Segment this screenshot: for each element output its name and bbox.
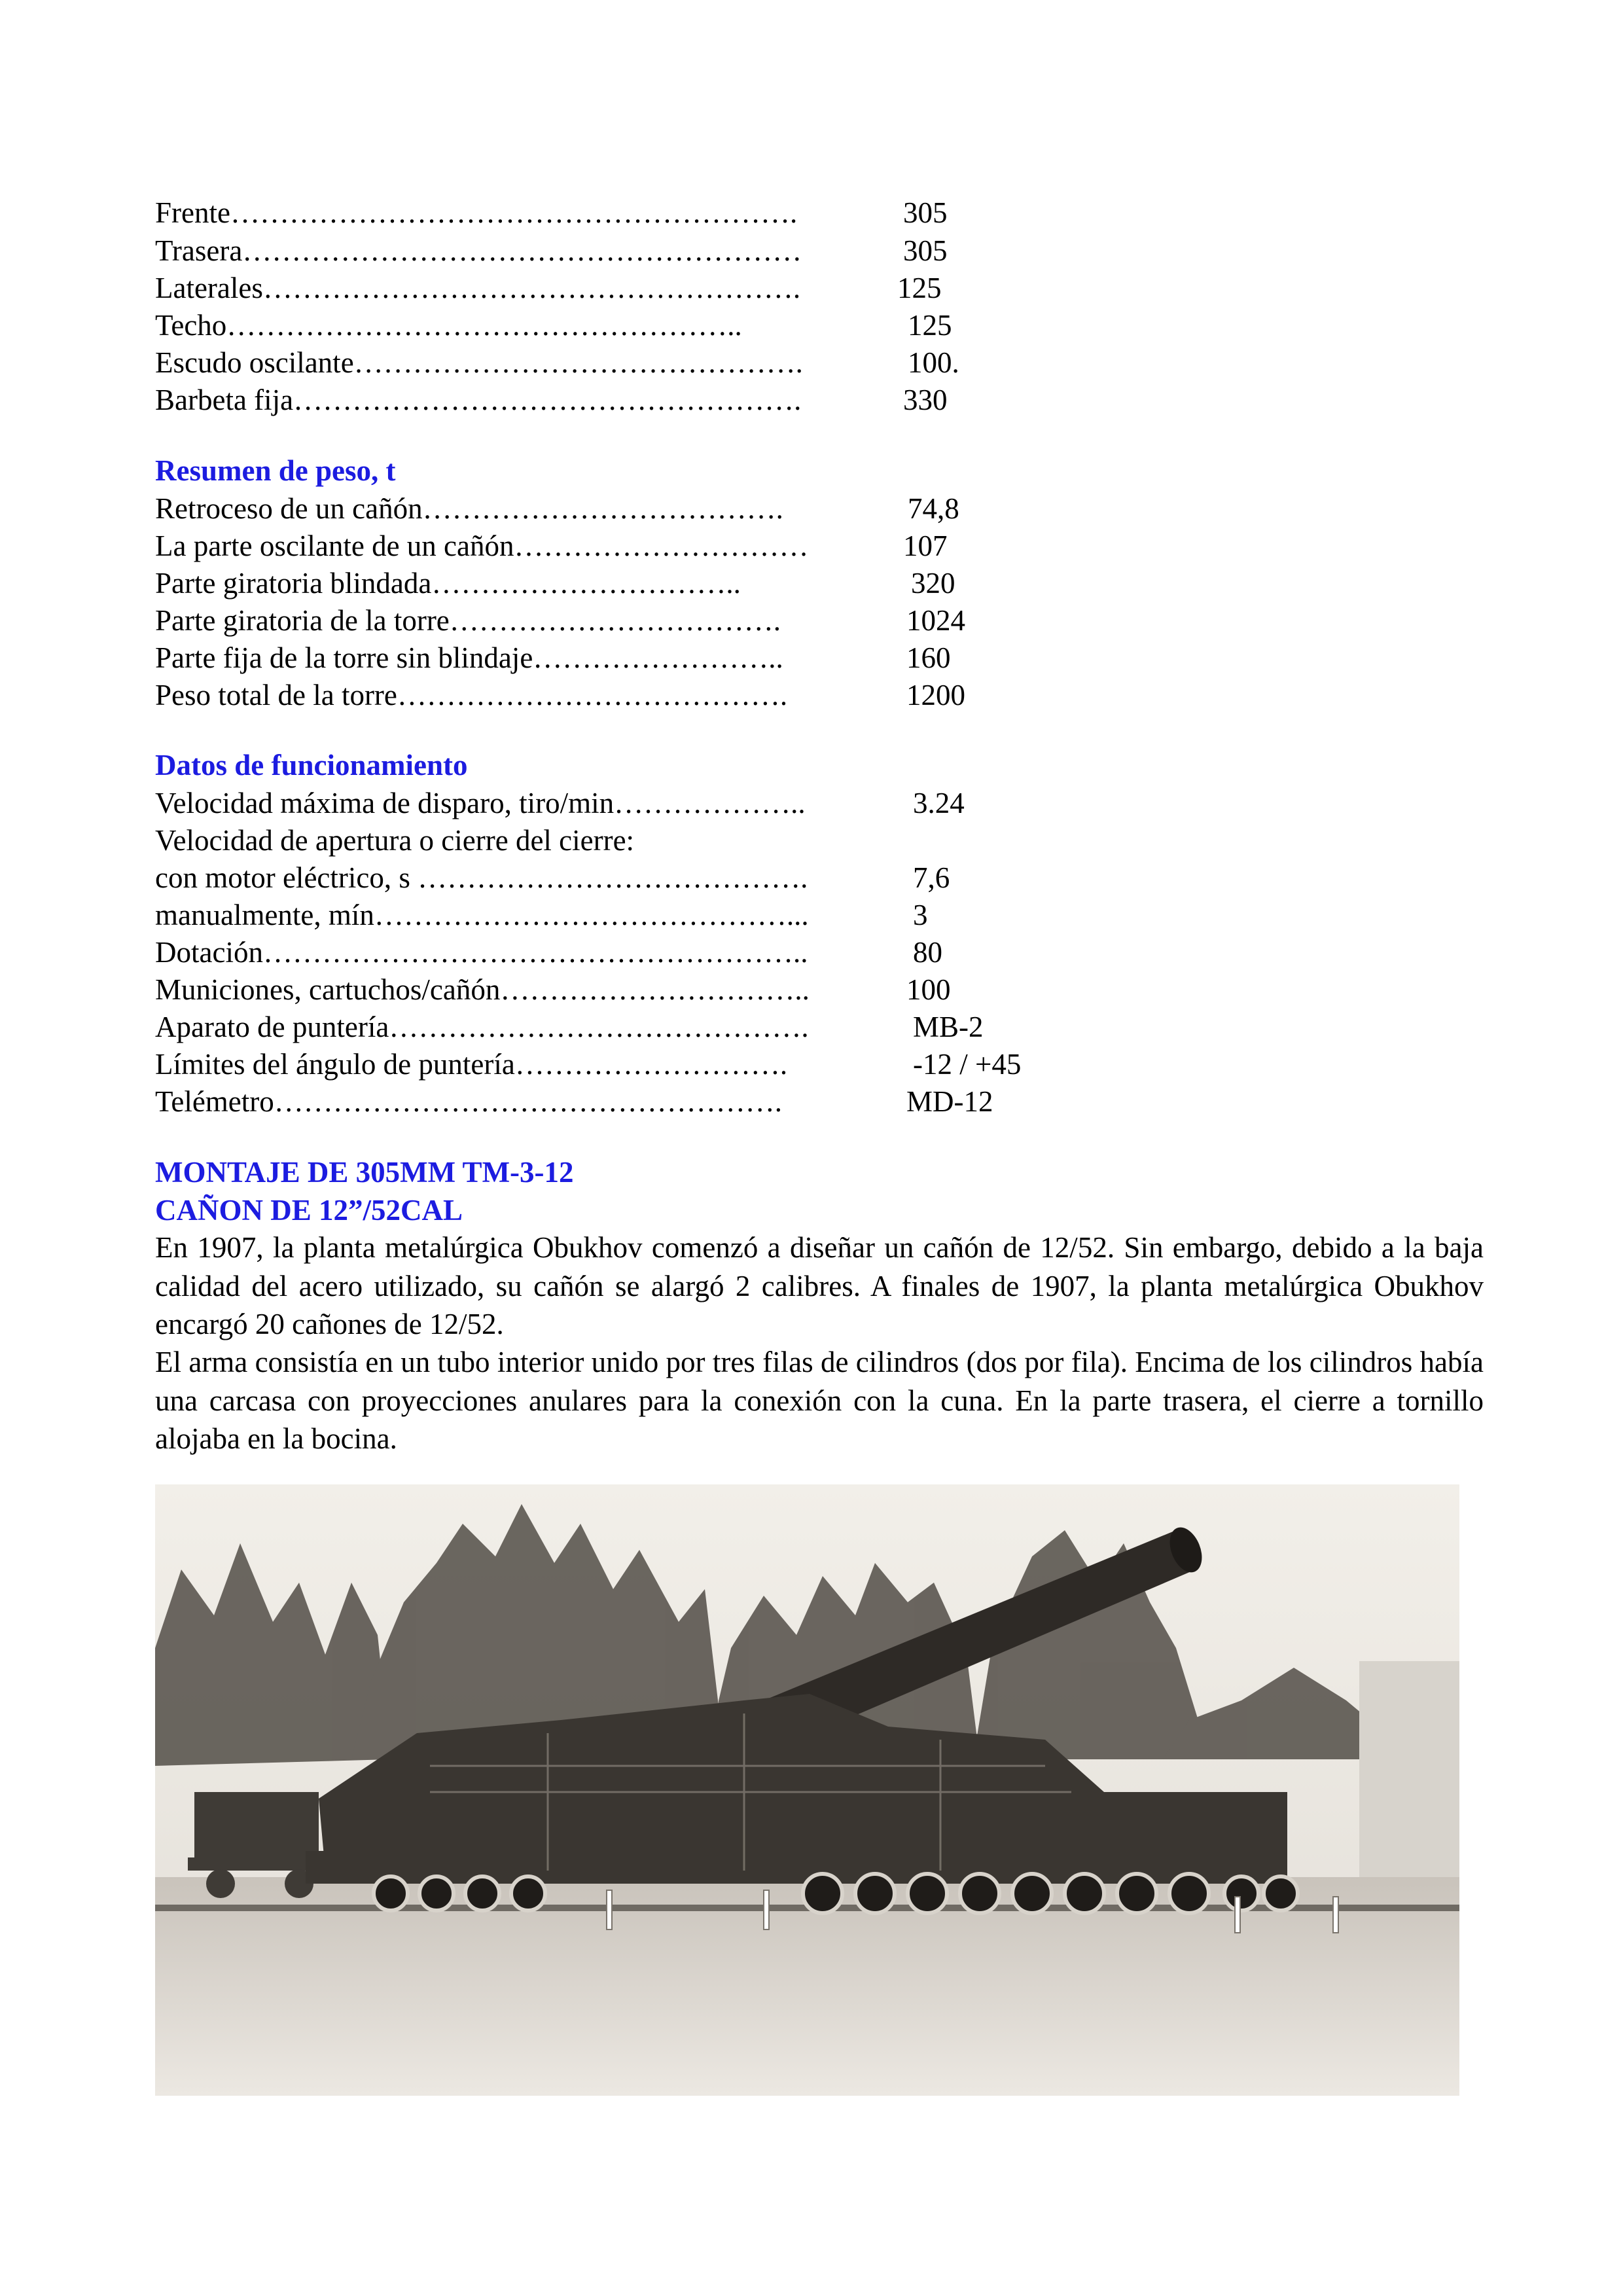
row-label: Retroceso de un cañón………………………………. bbox=[155, 492, 783, 525]
row-value: 305 bbox=[903, 234, 948, 267]
row-value: 74,8 bbox=[908, 492, 959, 525]
row-label: Techo…………………………………………….. bbox=[155, 309, 742, 342]
row-value: 160 bbox=[906, 641, 951, 674]
row-value: -12 / +45 bbox=[913, 1048, 1022, 1081]
row-value: 320 bbox=[911, 567, 955, 600]
building bbox=[1359, 1661, 1459, 1897]
row-value: 100 bbox=[906, 973, 951, 1006]
row-value: 80 bbox=[913, 936, 942, 969]
row-label: La parte oscilante de un cañón………………………… bbox=[155, 529, 809, 562]
row-value: 305 bbox=[903, 196, 948, 229]
row-label: manualmente, mín……………………………………... bbox=[155, 899, 809, 931]
mount-title-line2: CAÑON DE 12”/52CAL bbox=[155, 1194, 463, 1227]
row-label: Frente…………………………………………………. bbox=[155, 196, 798, 229]
row-label: Escudo oscilante………………………………………. bbox=[155, 346, 803, 379]
row-label: Parte fija de la torre sin blindaje…………………….. bbox=[155, 641, 783, 674]
paragraph-2: El arma consistía en un tubo interior unido por tres filas de cilindros (dos por fila). Encima de los cilindros había una carcasa con proyecciones anulares para la conexión con la cuna. En la parte trasera, el cierre a tornillo alojaba en la bocina. bbox=[155, 1346, 1484, 1455]
weight-section-title: Resumen de peso, t bbox=[155, 454, 396, 487]
row-label: Dotación……………………………………………….. bbox=[155, 936, 808, 969]
row-label: Telémetro……………………………………………. bbox=[155, 1085, 783, 1118]
row-label: Municiones, cartuchos/cañón………………………….. bbox=[155, 973, 810, 1006]
row-label: Velocidad de apertura o cierre del cierre: bbox=[155, 824, 635, 857]
row-label: Laterales………………………………………………. bbox=[155, 272, 801, 304]
row-value: MB-2 bbox=[913, 1011, 984, 1043]
row-value: 100. bbox=[908, 346, 959, 379]
row-label: Velocidad máxima de disparo, tiro/min……………….. bbox=[155, 787, 806, 819]
row-value: 1024 bbox=[906, 604, 965, 637]
mount-title-line1: MONTAJE DE 305MM TM-3-12 bbox=[155, 1156, 574, 1189]
row-value: 330 bbox=[903, 384, 948, 416]
row-label: con motor eléctrico, s …………………………………. bbox=[155, 861, 808, 894]
row-value: 125 bbox=[908, 309, 952, 342]
row-label: Parte giratoria de la torre……………………………. bbox=[155, 604, 781, 637]
operation-section-title: Datos de funcionamiento bbox=[155, 749, 468, 781]
paragraph-1: En 1907, la planta metalúrgica Obukhov comenzó a diseñar un cañón de 12/52. Sin embargo, debido a la baja calidad del acero utilizado, su cañón se alargó 2 calibres. A finales de 1907, la planta metalúrgica Obukhov encargó 20 cañones de 12/52. bbox=[155, 1231, 1484, 1340]
row-label: Barbeta fija……………………………………………. bbox=[155, 384, 802, 416]
row-label: Trasera………………………………………………… bbox=[155, 234, 802, 267]
railway-gun-illustration bbox=[155, 1484, 1459, 2096]
row-value: 1200 bbox=[906, 679, 965, 711]
row-label: Aparato de puntería……………………………………. bbox=[155, 1011, 809, 1043]
row-label: Peso total de la torre…………………………………. bbox=[155, 679, 788, 711]
row-value: MD-12 bbox=[906, 1085, 993, 1118]
row-label: Parte giratoria blindada………………………….. bbox=[155, 567, 741, 600]
row-value: 3 bbox=[913, 899, 928, 931]
row-label: Límites del ángulo de puntería………………………. bbox=[155, 1048, 788, 1081]
row-value: 125 bbox=[897, 272, 942, 304]
row-value: 107 bbox=[903, 529, 948, 562]
railway-gun-photo bbox=[155, 1484, 1459, 2096]
row-value: 3.24 bbox=[913, 787, 965, 819]
row-value: 7,6 bbox=[913, 861, 950, 894]
